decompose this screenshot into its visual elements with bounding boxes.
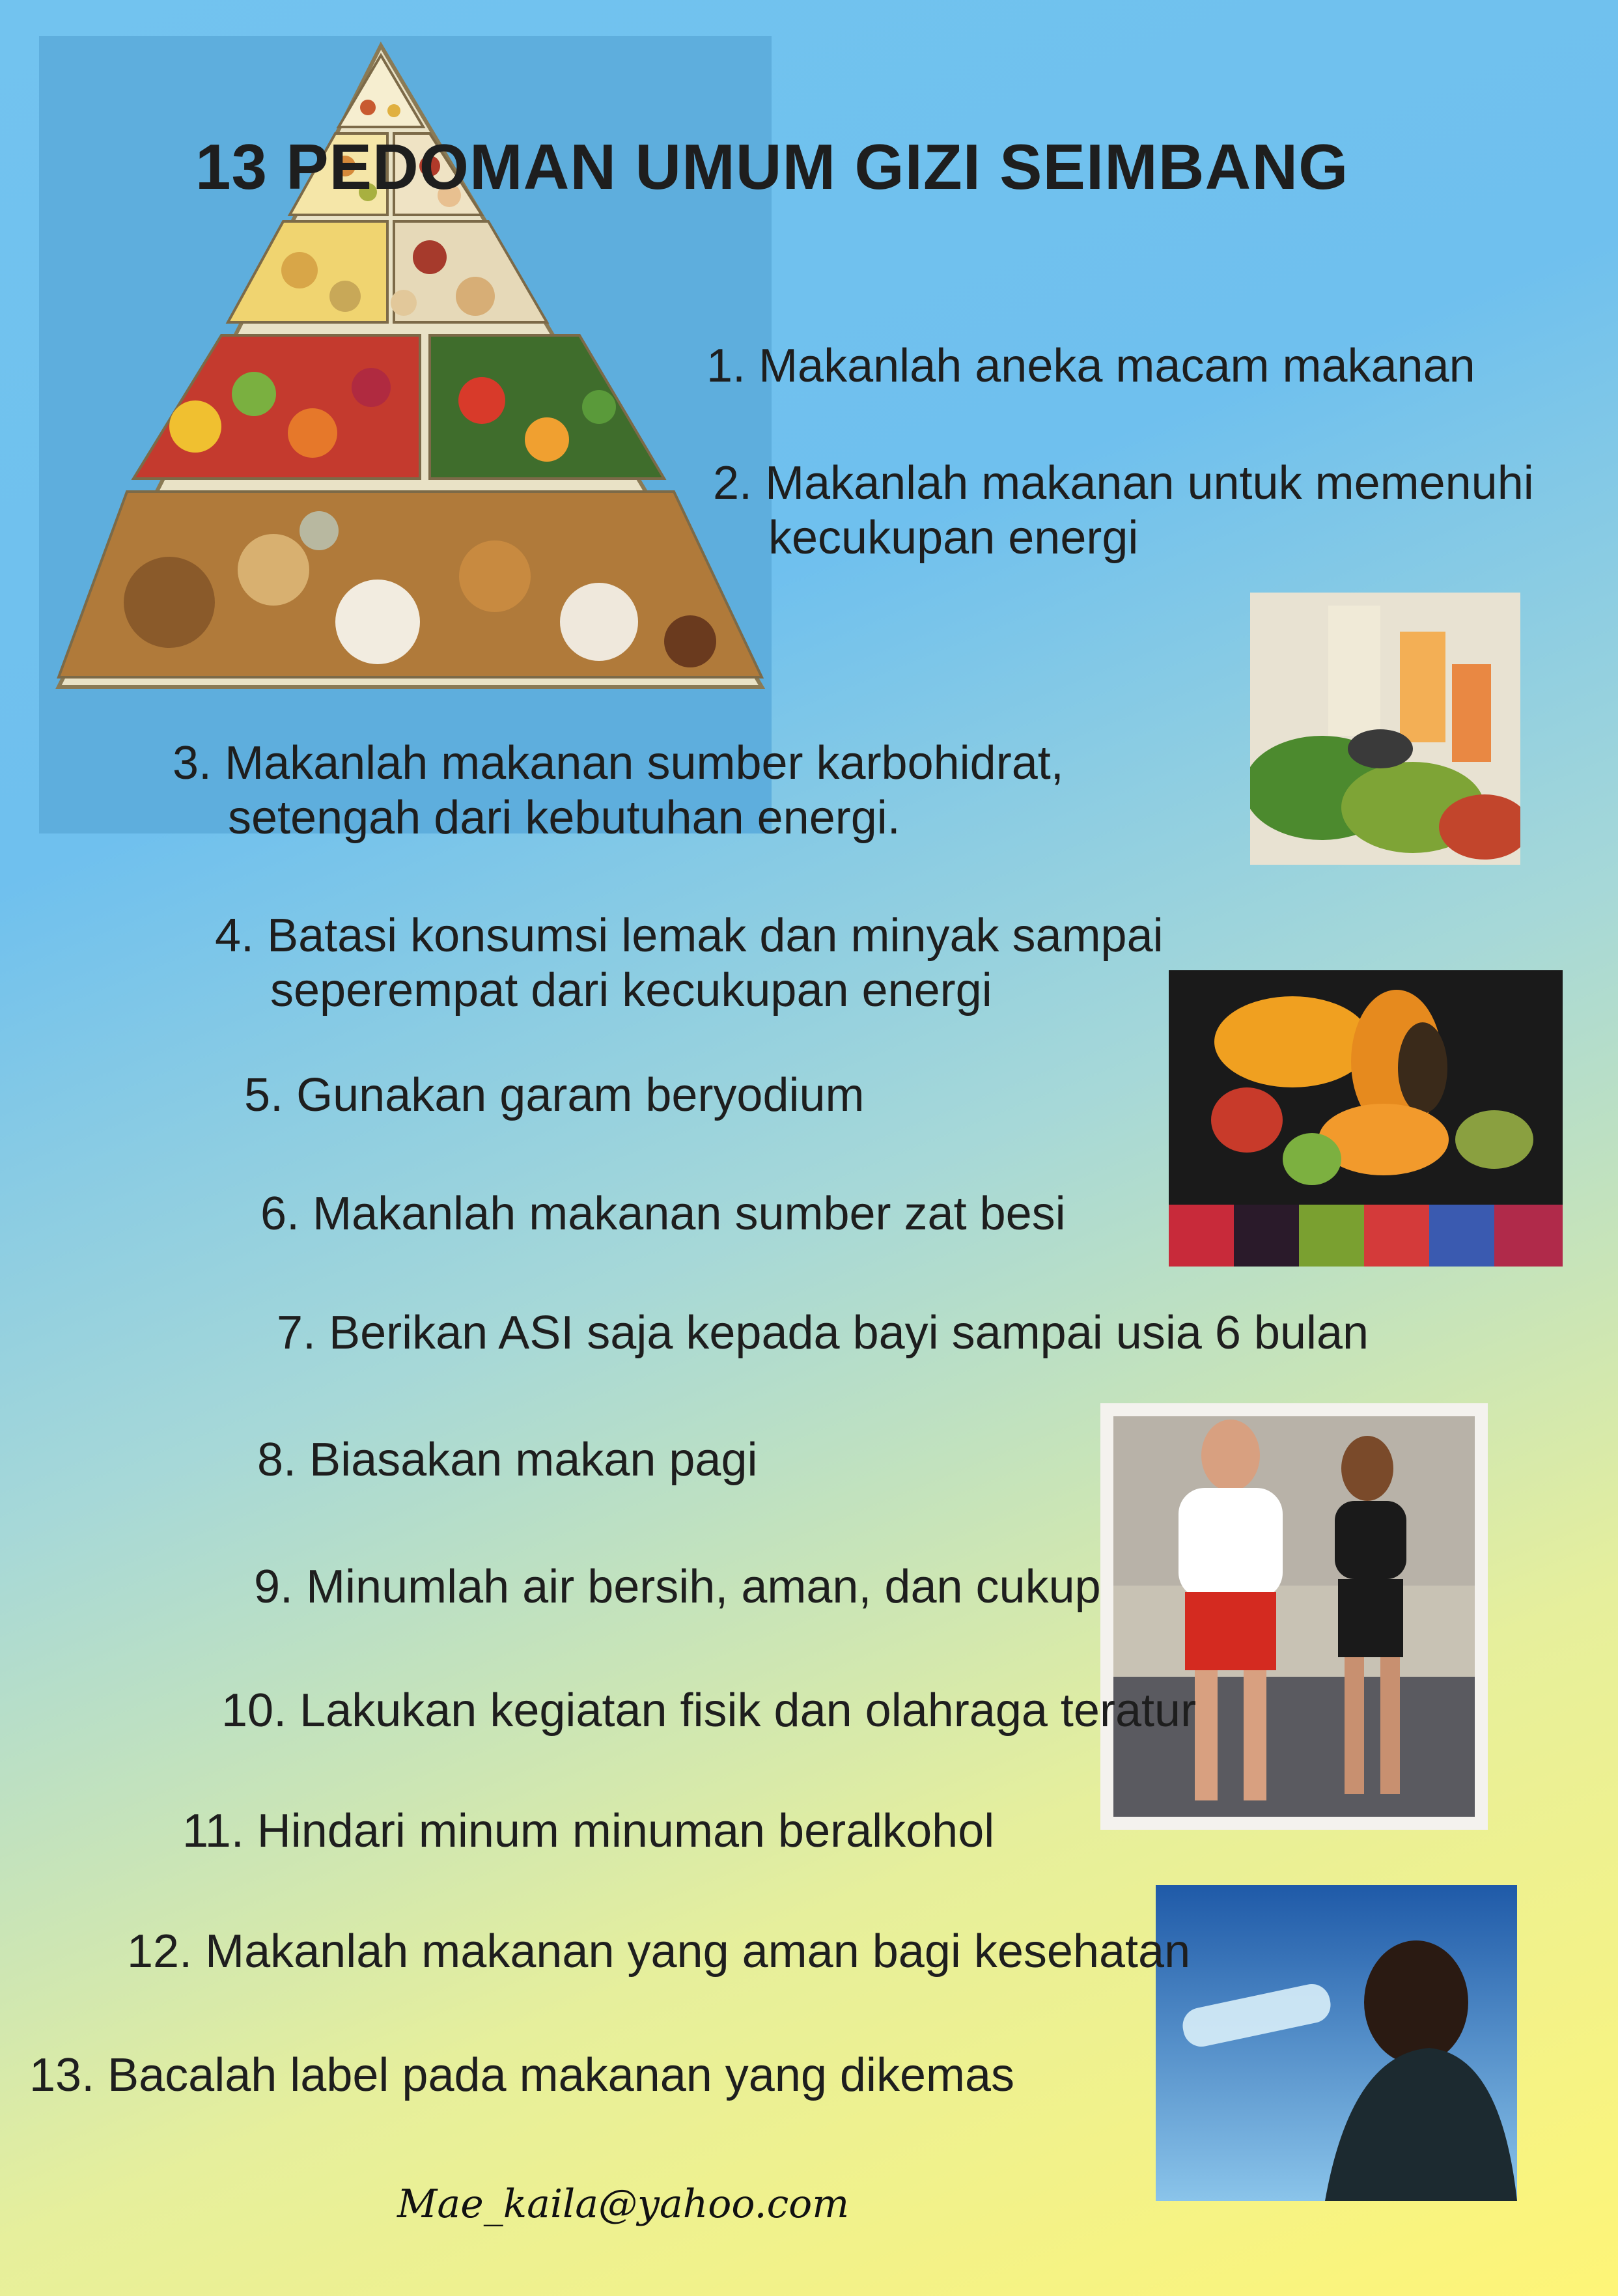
guideline-text-continued: seperempat dari kecukupan energi bbox=[270, 964, 992, 1016]
guideline-item bbox=[277, 1306, 1369, 1360]
guideline-number: 3. bbox=[173, 737, 212, 789]
guideline-text: Batasi konsumsi lemak dan minyak sampai bbox=[267, 910, 1164, 962]
guideline-item bbox=[257, 1433, 758, 1487]
guideline-number: 6. bbox=[260, 1188, 300, 1240]
guideline-text: Makanlah makanan yang aman bagi kesehatan bbox=[205, 1925, 1191, 1978]
guideline-text: Biasakan makan pagi bbox=[309, 1434, 758, 1486]
guideline-item bbox=[713, 456, 1534, 565]
guideline-text: Gunakan garam beryodium bbox=[296, 1069, 865, 1121]
guideline-text: Makanlah makanan untuk memenuhi bbox=[765, 457, 1534, 509]
guideline-text-continued: kecukupan energi bbox=[768, 512, 1139, 564]
guideline-number: 10. bbox=[221, 1685, 287, 1737]
guideline-item bbox=[182, 1804, 994, 1858]
guideline-number: 11. bbox=[182, 1805, 244, 1857]
guideline-item bbox=[706, 339, 1475, 393]
guideline-text: Hindari minum minuman beralkohol bbox=[257, 1805, 995, 1857]
guideline-number: 7. bbox=[277, 1307, 316, 1359]
guideline-item bbox=[254, 1560, 1101, 1614]
guideline-number: 5. bbox=[244, 1069, 284, 1121]
guideline-number: 2. bbox=[713, 457, 753, 509]
guideline-text: Makanlah aneka macam makanan bbox=[759, 340, 1475, 392]
author-signature: Mae_kaila@yahoo.com bbox=[397, 2181, 850, 2227]
juice-vegetables-photo bbox=[1250, 593, 1520, 865]
guideline-item bbox=[173, 736, 1064, 845]
guideline-number: 13. bbox=[29, 2049, 95, 2101]
guideline-text: Bacalah label pada makanan yang dikemas bbox=[107, 2049, 1015, 2101]
guideline-text: Berikan ASI saja kepada bayi sampai usia 6 bulan bbox=[329, 1307, 1369, 1359]
guideline-text: Lakukan kegiatan fisik dan olahraga teratur bbox=[300, 1685, 1197, 1737]
guideline-text-continued: setengah dari kebutuhan energi. bbox=[228, 792, 900, 844]
guideline-number: 1. bbox=[706, 340, 746, 392]
runners-photo bbox=[1100, 1403, 1488, 1830]
guideline-item bbox=[260, 1186, 1066, 1241]
fruits-photo bbox=[1169, 970, 1563, 1267]
guideline-number: 8. bbox=[257, 1434, 297, 1486]
guideline-item bbox=[29, 2048, 1014, 2103]
page-title: 13 PEDOMAN UMUM GIZI SEIMBANG bbox=[195, 131, 1349, 203]
guideline-item bbox=[215, 908, 1164, 1018]
drinking-water-photo bbox=[1156, 1885, 1517, 2201]
guideline-text: Makanlah makanan sumber karbohidrat, bbox=[225, 737, 1064, 789]
guideline-item bbox=[244, 1068, 865, 1123]
guideline-item bbox=[221, 1683, 1196, 1738]
guideline-number: 9. bbox=[254, 1561, 294, 1613]
guideline-number: 4. bbox=[215, 910, 255, 962]
guideline-text: Minumlah air bersih, aman, dan cukup bbox=[306, 1561, 1101, 1613]
guideline-item bbox=[127, 1924, 1190, 1979]
guideline-text: Makanlah makanan sumber zat besi bbox=[313, 1188, 1066, 1240]
guideline-number: 12. bbox=[127, 1925, 193, 1978]
